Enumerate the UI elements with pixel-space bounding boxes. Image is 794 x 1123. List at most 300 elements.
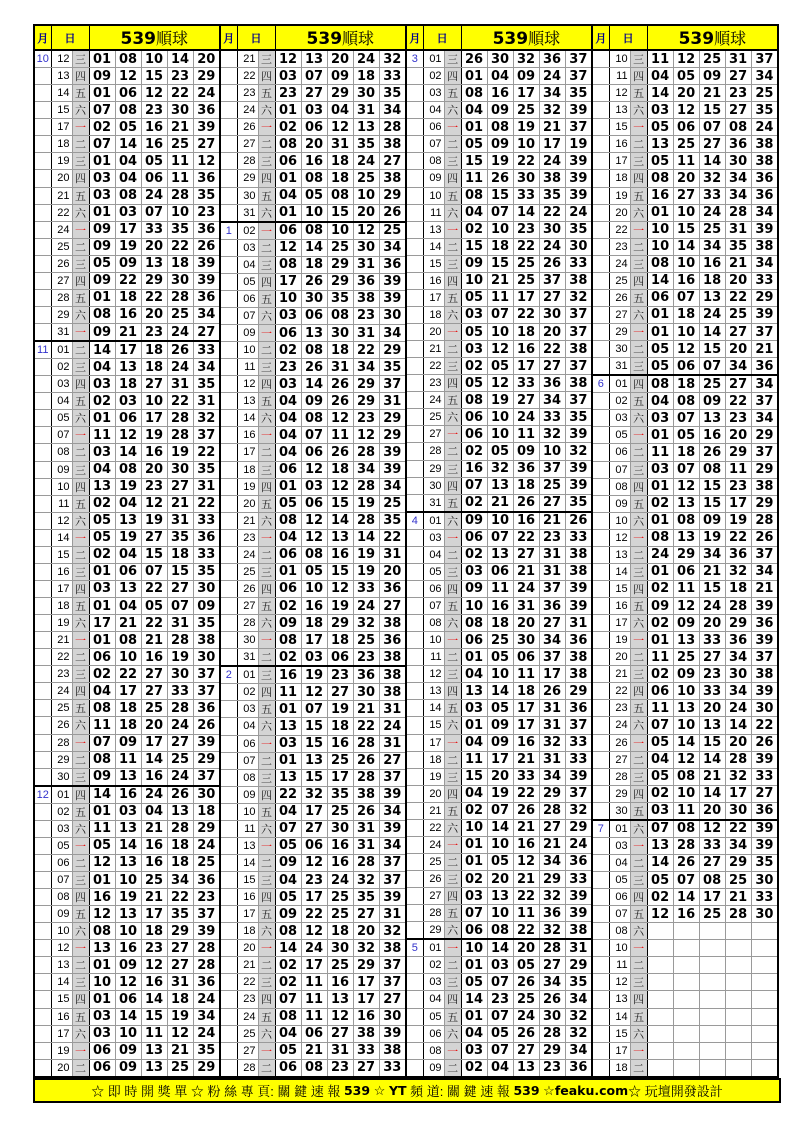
ball-cell: 02 <box>461 221 487 238</box>
ball-cell: 36 <box>725 136 751 153</box>
ball-cell: 08 <box>301 342 327 359</box>
draw-row <box>220 991 406 1008</box>
ball-cell: 07 <box>487 1008 513 1025</box>
ball-cell: 34 <box>379 325 406 342</box>
day-cell: 17 <box>609 1042 630 1059</box>
draw-row <box>220 239 406 256</box>
day-cell: 16 <box>237 889 258 906</box>
ball-cell: 24 <box>513 580 539 597</box>
draw-row <box>592 427 778 444</box>
day-cell: 26 <box>51 255 72 272</box>
draw-row <box>592 957 778 974</box>
weekday-cell: 六 <box>444 615 461 632</box>
ball-cell: 33 <box>513 768 539 785</box>
ball-cell: 03 <box>461 1042 487 1059</box>
ball-cell: 36 <box>379 580 406 597</box>
weekday-cell: 二 <box>630 1059 647 1077</box>
ball-cell: 30 <box>539 306 565 323</box>
day-cell: 12 <box>51 50 72 68</box>
day-cell: 10 <box>423 632 444 649</box>
ball-cell: 05 <box>487 1025 513 1042</box>
ball-cell: 09 <box>461 255 487 272</box>
ball-cell <box>699 940 725 957</box>
month-marker <box>220 325 237 342</box>
ball-cell: 07 <box>141 204 167 221</box>
ball-cell: 16 <box>301 153 327 170</box>
ball-cell: 02 <box>461 358 487 375</box>
month-marker <box>406 580 423 597</box>
ball-cell: 07 <box>699 358 725 376</box>
ball-cell: 31 <box>193 393 220 410</box>
day-cell: 12 <box>237 376 258 393</box>
ball-cell: 05 <box>89 529 115 546</box>
ball-cell: 06 <box>89 1059 115 1077</box>
draw-row <box>406 836 592 853</box>
ball-cell: 08 <box>275 923 301 940</box>
ball-cell: 30 <box>539 221 565 238</box>
ball-cell: 08 <box>301 1059 327 1077</box>
ball-cell <box>699 1025 725 1042</box>
weekday-cell: 五 <box>258 701 275 718</box>
month-marker <box>406 819 423 836</box>
draw-row <box>406 888 592 905</box>
month-marker <box>34 768 51 786</box>
weekday-cell: 五 <box>630 187 647 204</box>
ball-cell: 37 <box>751 444 778 461</box>
ball-cell: 27 <box>539 494 565 512</box>
ball-cell: 09 <box>193 598 220 615</box>
ball-cell: 36 <box>751 802 778 820</box>
ball-cell: 01 <box>89 957 115 974</box>
ball-cell: 34 <box>353 461 379 478</box>
ball-cell: 13 <box>275 769 301 786</box>
ball-cell: 19 <box>327 598 353 615</box>
month-marker <box>220 102 237 119</box>
ball-cell: 26 <box>699 444 725 461</box>
ball-cell: 09 <box>89 221 115 238</box>
ball-cell: 02 <box>647 580 673 597</box>
draw-row <box>34 563 220 580</box>
ball-cell: 19 <box>353 546 379 563</box>
day-cell: 28 <box>51 289 72 306</box>
month-marker <box>220 273 237 290</box>
month-marker <box>592 854 609 871</box>
ball-cell: 24 <box>725 700 751 717</box>
weekday-cell: 六 <box>72 306 89 323</box>
ball-cell: 07 <box>141 563 167 580</box>
weekday-cell: 六 <box>258 307 275 324</box>
ball-cell: 30 <box>751 700 778 717</box>
ball-cell: 16 <box>141 136 167 153</box>
ball-cell: 34 <box>193 1008 220 1025</box>
month-marker <box>406 836 423 853</box>
weekday-cell: 五 <box>258 1008 275 1025</box>
weekday-cell: 五 <box>72 803 89 820</box>
month-marker <box>592 272 609 289</box>
weekday-cell: 六 <box>258 1025 275 1042</box>
draw-row <box>220 974 406 991</box>
month-marker <box>592 478 609 495</box>
weekday-cell: 四 <box>258 170 275 187</box>
day-cell: 06 <box>51 854 72 871</box>
ball-cell: 10 <box>115 1025 141 1042</box>
ball-cell: 11 <box>513 905 539 922</box>
month-marker <box>592 255 609 272</box>
ball-cell: 18 <box>141 923 167 940</box>
weekday-cell: 四 <box>72 580 89 597</box>
day-cell: 19 <box>51 153 72 170</box>
ball-cell: 07 <box>275 991 301 1008</box>
ball-cell: 13 <box>673 632 699 649</box>
ball-cell <box>673 940 699 957</box>
ball-cell: 25 <box>513 991 539 1008</box>
ball-cell: 35 <box>353 136 379 153</box>
draw-row <box>592 872 778 889</box>
ball-cell: 28 <box>167 427 193 444</box>
ball-cell: 37 <box>751 546 778 563</box>
weekday-cell: 五 <box>258 906 275 923</box>
ball-cell: 12 <box>673 50 699 68</box>
ball-cell: 10 <box>327 222 353 240</box>
ball-cell: 25 <box>699 906 725 923</box>
ball-cell: 31 <box>353 820 379 837</box>
ball-cell <box>699 923 725 940</box>
ball-cell: 15 <box>167 563 193 580</box>
ball-cell: 04 <box>115 598 141 615</box>
draw-row <box>592 1059 778 1077</box>
ball-cell: 16 <box>275 666 301 684</box>
ball-cell: 39 <box>193 272 220 289</box>
month-marker <box>34 204 51 221</box>
ball-cell: 20 <box>725 272 751 289</box>
ball-cell: 11 <box>461 170 487 187</box>
ball-cell: 14 <box>115 444 141 461</box>
ball-cell: 35 <box>167 529 193 546</box>
draw-row <box>220 563 406 580</box>
ball-cell: 12 <box>327 580 353 597</box>
ball-cell: 28 <box>725 204 751 221</box>
weekday-cell: 二 <box>444 957 461 974</box>
day-cell: 07 <box>609 906 630 923</box>
ball-cell: 25 <box>327 239 353 256</box>
footer-text-segment: 539 <box>343 1083 371 1098</box>
ball-cell: 36 <box>193 102 220 119</box>
weekday-cell: 六 <box>258 820 275 837</box>
ball-cell: 29 <box>167 923 193 940</box>
ball-cell: 21 <box>699 768 725 785</box>
day-cell: 14 <box>609 1008 630 1025</box>
ball-cell: 24 <box>353 598 379 615</box>
ball-cell: 29 <box>353 376 379 393</box>
month-marker <box>406 871 423 888</box>
panel-title <box>89 25 220 50</box>
ball-cell: 29 <box>379 342 406 359</box>
weekday-cell: 六 <box>258 615 275 632</box>
ball-cell: 17 <box>513 717 539 734</box>
day-cell: 29 <box>609 324 630 341</box>
weekday-cell: 一 <box>258 529 275 546</box>
ball-cell: 07 <box>487 974 513 991</box>
month-marker <box>592 204 609 221</box>
day-cell: 20 <box>609 649 630 666</box>
ball-cell: 29 <box>379 427 406 444</box>
day-cell: 24 <box>609 717 630 734</box>
ball-cell: 08 <box>461 85 487 102</box>
ball-cell: 07 <box>647 820 673 838</box>
ball-cell: 12 <box>167 1025 193 1042</box>
ball-cell: 07 <box>89 102 115 119</box>
ball-cell: 08 <box>673 512 699 529</box>
draw-row <box>592 906 778 923</box>
weekday-cell: 二 <box>444 649 461 666</box>
day-cell: 18 <box>423 306 444 323</box>
ball-cell: 37 <box>751 649 778 666</box>
ball-cell: 36 <box>565 632 592 649</box>
ball-cell: 31 <box>327 136 353 153</box>
weekday-cell: 四 <box>444 170 461 187</box>
month-marker <box>406 991 423 1008</box>
weekday-cell: 二 <box>630 136 647 153</box>
ball-cell: 10 <box>115 923 141 940</box>
ball-cell: 24 <box>167 324 193 342</box>
ball-cell: 18 <box>513 324 539 341</box>
ball-cell: 15 <box>699 102 725 119</box>
ball-cell: 13 <box>167 803 193 820</box>
weekday-cell: 一 <box>72 940 89 957</box>
ball-cell: 25 <box>141 872 167 889</box>
month-marker <box>406 1008 423 1025</box>
draw-row <box>592 615 778 632</box>
month-marker <box>406 546 423 563</box>
ball-cell: 03 <box>115 393 141 410</box>
weekday-cell: 三 <box>258 974 275 991</box>
draw-row <box>34 872 220 889</box>
draw-row <box>406 598 592 615</box>
day-cell: 13 <box>609 102 630 119</box>
ball-cell: 11 <box>167 170 193 187</box>
ball-cell: 01 <box>461 1008 487 1025</box>
draw-row <box>34 393 220 410</box>
weekday-cell: 一 <box>444 119 461 136</box>
ball-cell: 24 <box>539 153 565 170</box>
ball-cell: 29 <box>327 256 353 273</box>
day-cell: 04 <box>237 256 258 273</box>
draw-row <box>34 495 220 512</box>
ball-cell: 24 <box>327 872 353 889</box>
draw-row <box>34 85 220 102</box>
ball-cell: 10 <box>487 666 513 683</box>
ball-cell: 24 <box>167 768 193 786</box>
day-cell: 12 <box>609 529 630 546</box>
day-cell: 30 <box>609 802 630 820</box>
weekday-cell: 四 <box>630 889 647 906</box>
weekday-cell: 一 <box>444 426 461 443</box>
weekday-cell: 六 <box>630 615 647 632</box>
panel-2 <box>219 24 407 1078</box>
draw-row <box>406 85 592 102</box>
weekday-cell: 三 <box>444 50 461 68</box>
weekday-cell: 三 <box>444 460 461 477</box>
ball-cell: 21 <box>751 580 778 597</box>
ball-cell: 04 <box>275 1025 301 1042</box>
month-marker <box>406 700 423 717</box>
ball-cell: 06 <box>275 1059 301 1077</box>
ball-cell: 17 <box>513 85 539 102</box>
day-cell: 03 <box>609 837 630 854</box>
ball-cell: 05 <box>141 598 167 615</box>
weekday-cell: 二 <box>444 853 461 870</box>
month-marker <box>34 546 51 563</box>
ball-cell: 27 <box>539 358 565 375</box>
draw-row <box>220 119 406 136</box>
ball-cell: 39 <box>751 632 778 649</box>
ball-cell: 19 <box>167 1008 193 1025</box>
ball-cell: 08 <box>461 187 487 204</box>
day-cell: 20 <box>423 324 444 341</box>
ball-cell: 36 <box>513 460 539 477</box>
ball-cell: 05 <box>275 837 301 854</box>
month-marker <box>220 854 237 871</box>
ball-cell: 15 <box>699 478 725 495</box>
draw-row <box>406 289 592 306</box>
day-cell: 31 <box>51 324 72 342</box>
ball-cell: 08 <box>301 410 327 427</box>
draw-row <box>406 426 592 443</box>
ball-cell: 39 <box>565 768 592 785</box>
month-marker <box>220 136 237 153</box>
draw-row <box>406 1008 592 1025</box>
ball-cell: 22 <box>379 529 406 546</box>
ball-cell: 29 <box>353 393 379 410</box>
ball-cell: 37 <box>751 393 778 410</box>
month-marker <box>34 238 51 255</box>
month-marker <box>592 341 609 358</box>
ball-cell <box>751 1059 778 1077</box>
ball-cell: 10 <box>141 50 167 68</box>
ball-cell: 37 <box>539 460 565 477</box>
ball-cell: 13 <box>461 683 487 700</box>
ball-cell: 21 <box>699 563 725 580</box>
ball-cell: 18 <box>167 991 193 1008</box>
ball-cell <box>699 974 725 991</box>
month-marker <box>34 563 51 580</box>
ball-cell: 33 <box>565 255 592 272</box>
ball-cell: 39 <box>193 255 220 272</box>
day-cell: 20 <box>237 495 258 512</box>
draw-row <box>220 102 406 119</box>
ball-cell: 35 <box>751 854 778 871</box>
ball-cell: 02 <box>275 974 301 991</box>
draw-row <box>220 307 406 324</box>
ball-cell: 21 <box>725 889 751 906</box>
ball-cell: 37 <box>565 119 592 136</box>
ball-cell: 19 <box>167 444 193 461</box>
panel-3 <box>405 24 593 1078</box>
ball-cell: 20 <box>673 170 699 187</box>
ball-cell: 13 <box>673 700 699 717</box>
ball-cell: 34 <box>379 478 406 495</box>
day-cell: 15 <box>609 1025 630 1042</box>
day-cell: 23 <box>423 375 444 392</box>
ball-cell: 16 <box>487 85 513 102</box>
ball-cell: 05 <box>647 341 673 358</box>
ball-cell: 37 <box>751 50 778 68</box>
ball-cell: 06 <box>275 153 301 170</box>
ball-cell: 27 <box>379 153 406 170</box>
ball-cell: 21 <box>539 119 565 136</box>
draw-row <box>406 1059 592 1077</box>
ball-cell: 36 <box>565 853 592 870</box>
ball-cell: 27 <box>379 991 406 1008</box>
weekday-cell: 三 <box>72 255 89 272</box>
ball-cell: 14 <box>275 940 301 957</box>
ball-cell: 12 <box>487 341 513 358</box>
draw-row <box>34 923 220 940</box>
draw-row <box>34 170 220 187</box>
ball-cell: 39 <box>751 598 778 615</box>
ball-cell: 22 <box>513 306 539 323</box>
draw-row <box>592 1008 778 1025</box>
draw-row <box>406 991 592 1008</box>
draw-row <box>406 50 592 68</box>
weekday-cell: 五 <box>444 905 461 922</box>
draw-row <box>220 854 406 871</box>
weekday-cell: 二 <box>72 444 89 461</box>
ball-cell: 11 <box>725 461 751 478</box>
ball-cell: 14 <box>647 854 673 871</box>
ball-cell: 28 <box>167 410 193 427</box>
ball-cell: 31 <box>353 102 379 119</box>
ball-cell: 24 <box>193 837 220 854</box>
draw-row <box>34 1025 220 1042</box>
ball-cell: 11 <box>275 684 301 701</box>
ball-cell: 10 <box>673 785 699 802</box>
ball-cell: 12 <box>89 854 115 871</box>
month-marker <box>406 563 423 580</box>
ball-cell: 02 <box>89 546 115 563</box>
weekday-cell: 四 <box>630 580 647 597</box>
weekday-cell: 二 <box>630 238 647 255</box>
ball-cell: 03 <box>115 803 141 820</box>
month-marker <box>34 889 51 906</box>
ball-cell: 12 <box>301 923 327 940</box>
ball-cell: 07 <box>487 204 513 221</box>
ball-cell: 22 <box>115 666 141 683</box>
day-cell: 27 <box>237 136 258 153</box>
weekday-cell: 一 <box>630 119 647 136</box>
ball-cell: 01 <box>89 50 115 68</box>
month-marker <box>34 187 51 204</box>
ball-cell: 31 <box>193 478 220 495</box>
ball-cell: 35 <box>193 376 220 393</box>
day-cell: 24 <box>423 836 444 853</box>
ball-cell: 37 <box>539 649 565 666</box>
month-marker <box>592 444 609 461</box>
ball-cell: 36 <box>751 358 778 376</box>
ball-cell: 35 <box>193 461 220 478</box>
weekday-cell: 三 <box>444 974 461 991</box>
ball-cell: 16 <box>115 940 141 957</box>
ball-cell: 30 <box>379 1008 406 1025</box>
ball-cell: 24 <box>647 546 673 563</box>
ball-cell: 07 <box>487 529 513 546</box>
day-cell: 22 <box>423 819 444 836</box>
ball-cell: 29 <box>673 546 699 563</box>
ball-cell: 21 <box>699 85 725 102</box>
ball-cell: 16 <box>141 837 167 854</box>
weekday-cell: 四 <box>444 272 461 289</box>
ball-cell: 16 <box>461 460 487 477</box>
